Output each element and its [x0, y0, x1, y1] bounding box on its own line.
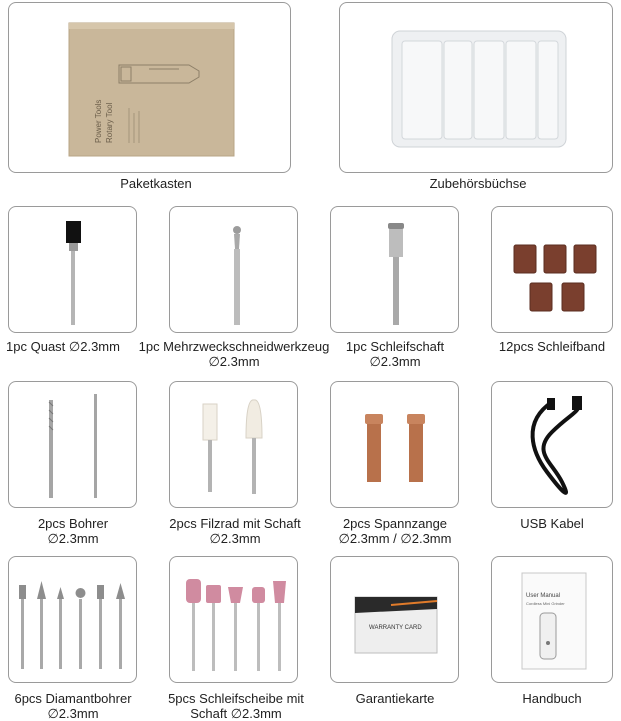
- garantie-image: [331, 557, 459, 683]
- paketkasten-image: [9, 3, 291, 173]
- schleifschaft-card: [330, 206, 459, 333]
- spannzange-caption: 2pcs Spannzange ∅2.3mm / ∅2.3mm: [338, 516, 452, 546]
- usb-card: [491, 381, 613, 508]
- schleifscheibe-card: [169, 556, 298, 683]
- spannzange-image: [331, 382, 459, 508]
- bohrer-image: [9, 382, 137, 508]
- paketkasten-caption: Paketkasten: [120, 176, 192, 191]
- handbuch-print-line2: Cordless Mini Grinder: [526, 601, 565, 606]
- filzrad-caption: 2pcs Filzrad mit Schaft ∅2.3mm: [169, 516, 301, 546]
- handbuch-print-line1: User Manual: [526, 593, 561, 599]
- box-print-line2: Rotary Tool: [105, 102, 114, 143]
- handbuch-caption: Handbuch: [522, 691, 582, 706]
- garantie-card-print: WARRANTY CARD: [369, 625, 422, 631]
- usb-image: [492, 382, 613, 508]
- mehrzweck-caption: 1pc Mehrzweckschneidwerkzeug ∅2.3mm: [138, 339, 330, 369]
- diamant-card: [8, 556, 137, 683]
- box-print-line1: Power Tools: [94, 99, 103, 143]
- mehrzweck-card: [169, 206, 298, 333]
- bohrer-caption: 2pcs Bohrer ∅2.3mm: [37, 516, 109, 546]
- zubehoer-caption: Zubehörsbüchse: [429, 176, 527, 191]
- handbuch-image: [492, 557, 613, 683]
- quast-image: [9, 207, 137, 333]
- garantie-caption: Garantiekarte: [355, 691, 435, 706]
- diamant-caption: 6pcs Diamantbohrer ∅2.3mm: [14, 691, 132, 721]
- filzrad-card: [169, 381, 298, 508]
- schleifschaft-caption: 1pc Schleifschaft ∅2.3mm: [345, 339, 445, 369]
- paketkasten-card: [8, 2, 291, 173]
- schleifscheibe-image: [170, 557, 298, 683]
- schleifband-caption: 12pcs Schleifband: [498, 339, 606, 354]
- diamant-image: [9, 557, 137, 683]
- schleifscheibe-caption: 5pcs Schleifscheibe mit Schaft ∅2.3mm: [168, 691, 304, 721]
- schleifband-image: [492, 207, 613, 333]
- quast-card: [8, 206, 137, 333]
- spannzange-card: [330, 381, 459, 508]
- schleifband-card: [491, 206, 613, 333]
- zubehoer-image: [340, 3, 613, 173]
- garantie-card: [330, 556, 459, 683]
- quast-caption: 1pc Quast ∅2.3mm: [6, 339, 120, 354]
- filzrad-image: [170, 382, 298, 508]
- bohrer-card: [8, 381, 137, 508]
- handbuch-card: [491, 556, 613, 683]
- usb-caption: USB Kabel: [520, 516, 584, 531]
- zubehoer-card: [339, 2, 613, 173]
- mehrzweck-image: [170, 207, 298, 333]
- schleifschaft-image: [331, 207, 459, 333]
